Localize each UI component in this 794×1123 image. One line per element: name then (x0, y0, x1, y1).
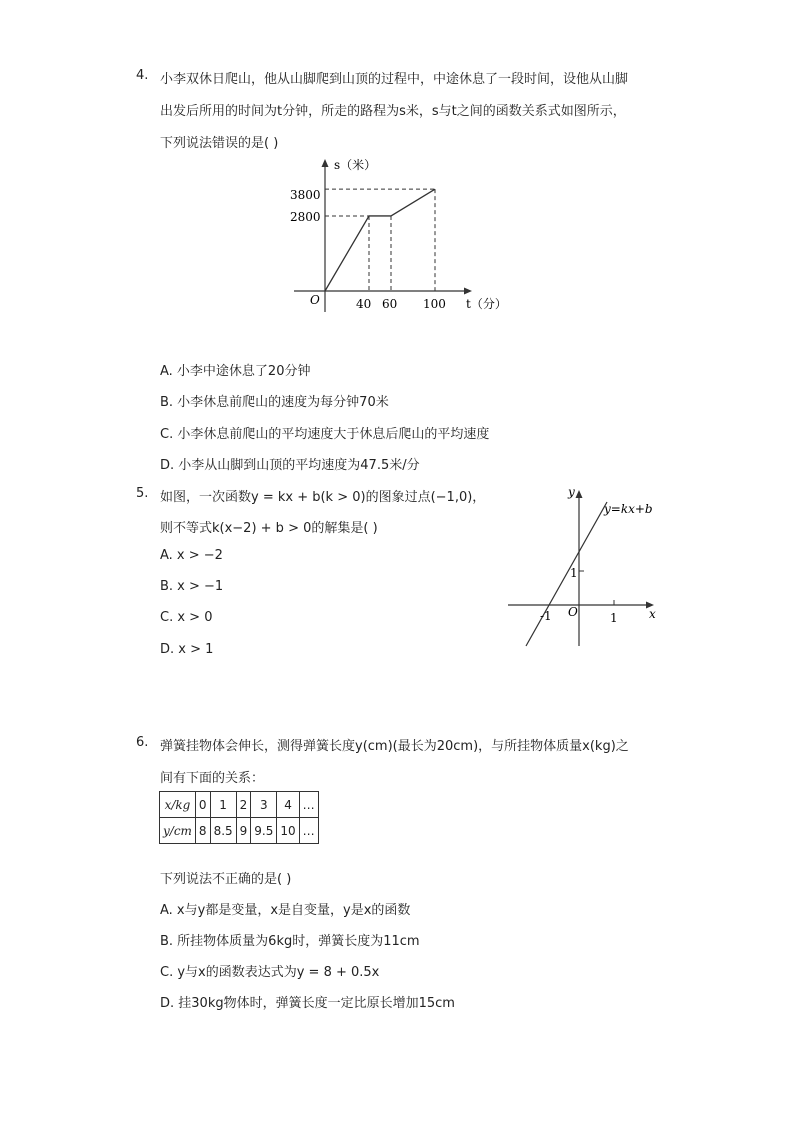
q4-stem-line1: 小李双休日爬山，他从山脚爬到山顶的过程中，中途休息了一段时间，设他从山脚 (160, 72, 629, 87)
table-cell: 2 (236, 792, 251, 818)
q6-prompt: 下列说法不正确的是( ) (160, 872, 292, 887)
q5-stem-line1: 如图，一次函数y = kx + b(k > 0)的图象过点(−1,0)， (160, 490, 486, 505)
q5-line-kx-b (526, 502, 607, 646)
q5-y-arrow (576, 490, 583, 498)
q5-tick-x1-label: 1 (610, 611, 618, 625)
q6-option-b: B. 所挂物体质量为6kg时，弹簧长度为11cm (160, 934, 420, 949)
q5-line-label: y=kx+b (604, 502, 653, 516)
q4-option-b: B. 小李休息前爬山的速度为每分钟70米 (160, 395, 389, 410)
q6-option-a: A. x与y都是变量，x是自变量，y是x的函数 (160, 903, 411, 918)
q4-y-arrow (322, 159, 329, 167)
table-cell: 1 (210, 792, 236, 818)
q6-option-c: C. y与x的函数表达式为y = 8 + 0.5x (160, 965, 380, 980)
table-cell: x/kg (160, 792, 196, 818)
q6-table (159, 791, 319, 844)
q4-graph (280, 150, 520, 320)
q4-x-axis-label: t（分） (466, 297, 507, 311)
table-cell: … (299, 818, 318, 844)
q5-number: 5. (136, 486, 149, 501)
q5-option-c: C. x > 0 (160, 610, 213, 625)
q4-option-a: A. 小李中途休息了20分钟 (160, 364, 311, 379)
q5-option-a: A. x > −2 (160, 548, 223, 563)
q5-option-d: D. x > 1 (160, 642, 214, 657)
table-cell: 8.5 (210, 818, 236, 844)
q4-xtick-100: 100 (423, 297, 446, 311)
q4-x-arrow (464, 288, 472, 295)
q6-option-d: D. 挂30kg物体时，弹簧长度一定比原长增加15cm (160, 996, 455, 1011)
q4-y-axis-label: s（米） (334, 158, 377, 172)
q6-number: 6. (136, 735, 149, 750)
table-cell: 0 (195, 792, 210, 818)
q6-stem-line1: 弹簧挂物体会伸长，测得弹簧长度y(cm)(最长为20cm)，与所挂物体质量x(kg)之 (160, 739, 629, 754)
table-row (160, 818, 319, 844)
table-cell: y/cm (160, 818, 196, 844)
q6-stem-line2: 间有下面的关系： (160, 771, 265, 786)
q5-y-axis-label: y (568, 485, 575, 499)
q4-stem-line2: 出发后所用的时间为t分钟，所走的路程为s米，s与t之间的函数关系式如图所示， (160, 104, 626, 119)
table-cell: 8 (195, 818, 210, 844)
q5-stem-line2: 则不等式k(x−2) + b > 0的解集是( ) (160, 521, 378, 536)
q4-series-line (325, 189, 435, 291)
q4-xtick-40: 40 (356, 297, 372, 311)
q5-graph (500, 480, 670, 650)
q5-tick-neg1-label: -1 (540, 609, 552, 623)
q4-number: 4. (136, 68, 149, 83)
q5-tick-y1-label: 1 (570, 566, 578, 580)
q4-stem-line3: 下列说法错误的是( ) (160, 136, 279, 151)
table-row (160, 792, 319, 818)
q4-option-c: C. 小李休息前爬山的平均速度大于休息后爬山的平均速度 (160, 427, 490, 442)
table-cell: 9 (236, 818, 251, 844)
q5-x-axis-label: x (649, 607, 656, 621)
table-cell: 4 (277, 792, 299, 818)
table-cell: 9.5 (251, 818, 277, 844)
q5-option-b: B. x > −1 (160, 579, 224, 594)
q4-xtick-60: 60 (382, 297, 398, 311)
q4-ytick-2800: 2800 (290, 210, 321, 224)
table-cell: … (299, 792, 318, 818)
table-cell: 3 (251, 792, 277, 818)
q4-ytick-3800: 3800 (290, 188, 321, 202)
table-cell: 10 (277, 818, 299, 844)
q4-option-d: D. 小李从山脚到山顶的平均速度为47.5米/分 (160, 458, 420, 473)
q5-origin-label: O (568, 605, 578, 619)
q4-origin-label: O (310, 293, 320, 307)
